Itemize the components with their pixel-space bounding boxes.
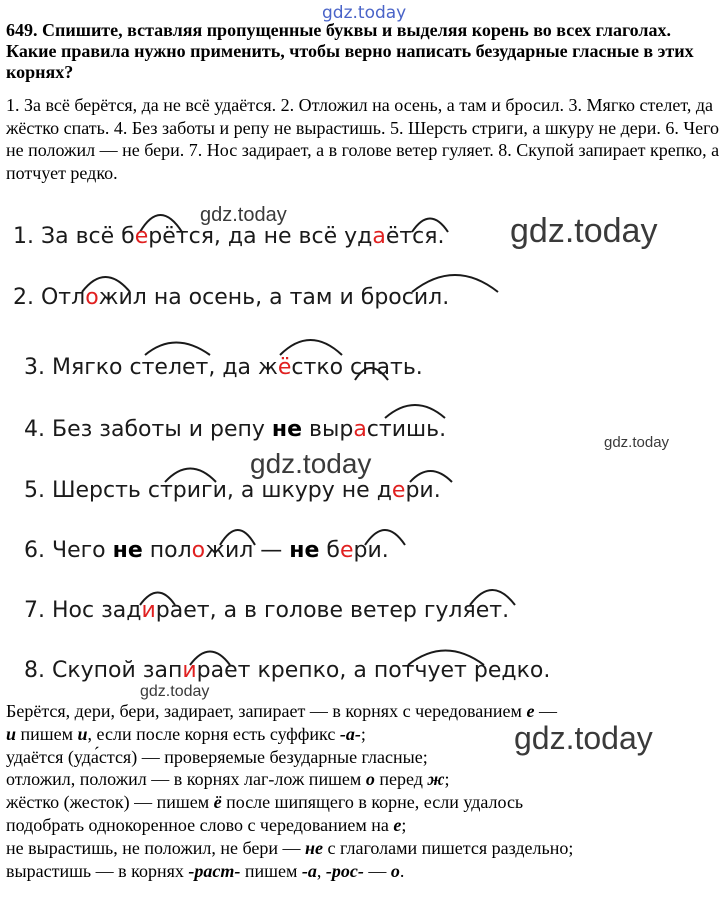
explanation-line: жёстко (жесток) — пишем ё после шипящего в корне, если удалось: [6, 792, 524, 813]
watermark-top: gdz.today: [322, 3, 407, 23]
root-arc: [280, 340, 342, 355]
explanation-line: не вырастишь, не положил, не бери — не с глаголами пишется раздельно;: [6, 837, 574, 858]
watermark: gdz.today: [200, 204, 287, 226]
explanation-line: подобрать однокоренное слово с чередованием на е;: [6, 814, 407, 835]
explanation-line: отложил, положил — в корнях лаг-лож пишем о перед ж;: [6, 769, 450, 790]
watermark: gdz.today: [604, 434, 670, 451]
example-line-2: 2. Отложил на осень, а там и бросил.: [13, 285, 450, 310]
watermark: gdz.today: [514, 720, 653, 756]
example-line-3: 3. Мягко стелет, да жёстко спать.: [24, 355, 423, 380]
explanation-line: удаётся (уда́стся) — проверяемые безударные гласные;: [6, 746, 428, 767]
example-line-4: 4. Без заботы и репу не вырастишь.: [24, 417, 447, 442]
explanation-line: вырастишь — в корнях -раст- пишем -а, -рос- — о.: [6, 860, 405, 881]
root-arc: [145, 343, 210, 356]
example-line-8: 8. Скупой запирает крепко, а потчует редко.: [24, 658, 551, 683]
example-line-7: 7. Нос задирает, а в голове ветер гуляет.: [24, 598, 510, 623]
watermark: gdz.today: [510, 212, 658, 250]
watermark: gdz.today: [250, 448, 372, 479]
example-line-5: 5. Шерсть стриги, а шкуру не дери.: [24, 478, 441, 503]
example-line-1: 1. За всё берётся, да не всё удаётся.: [13, 224, 445, 249]
explanation-line: и пишем и, если после корня есть суффикс -а-;: [6, 723, 366, 744]
example-line-6: 6. Чего не положил — не бери.: [24, 538, 389, 563]
watermark: gdz.today: [140, 683, 210, 700]
source-text: 1. За всё берётся, да не всё удаётся. 2. Отложил на осень, а там и бросил. 3. Мягко стелет, да жёстко спать. 4. Без заботы и репу не вырастишь. 5. Шерсть стриги, а шкуру не дери. 6. Чего не положил — не бери. 7. Нос задирает, а в голове ветер гуляет. 8. Скупой запирает крепко, а потчует редко.: [6, 95, 720, 183]
task-heading: 649. Спишите, вставляя пропущенные буквы и выделяя корень во всех глаголах. Какие правила нужно применить, чтобы верно написать безударные гласные в этих корнях?: [6, 20, 694, 82]
explanation-line: Берётся, дери, бери, задирает, запирает — в корнях с чередованием е —: [6, 701, 557, 721]
